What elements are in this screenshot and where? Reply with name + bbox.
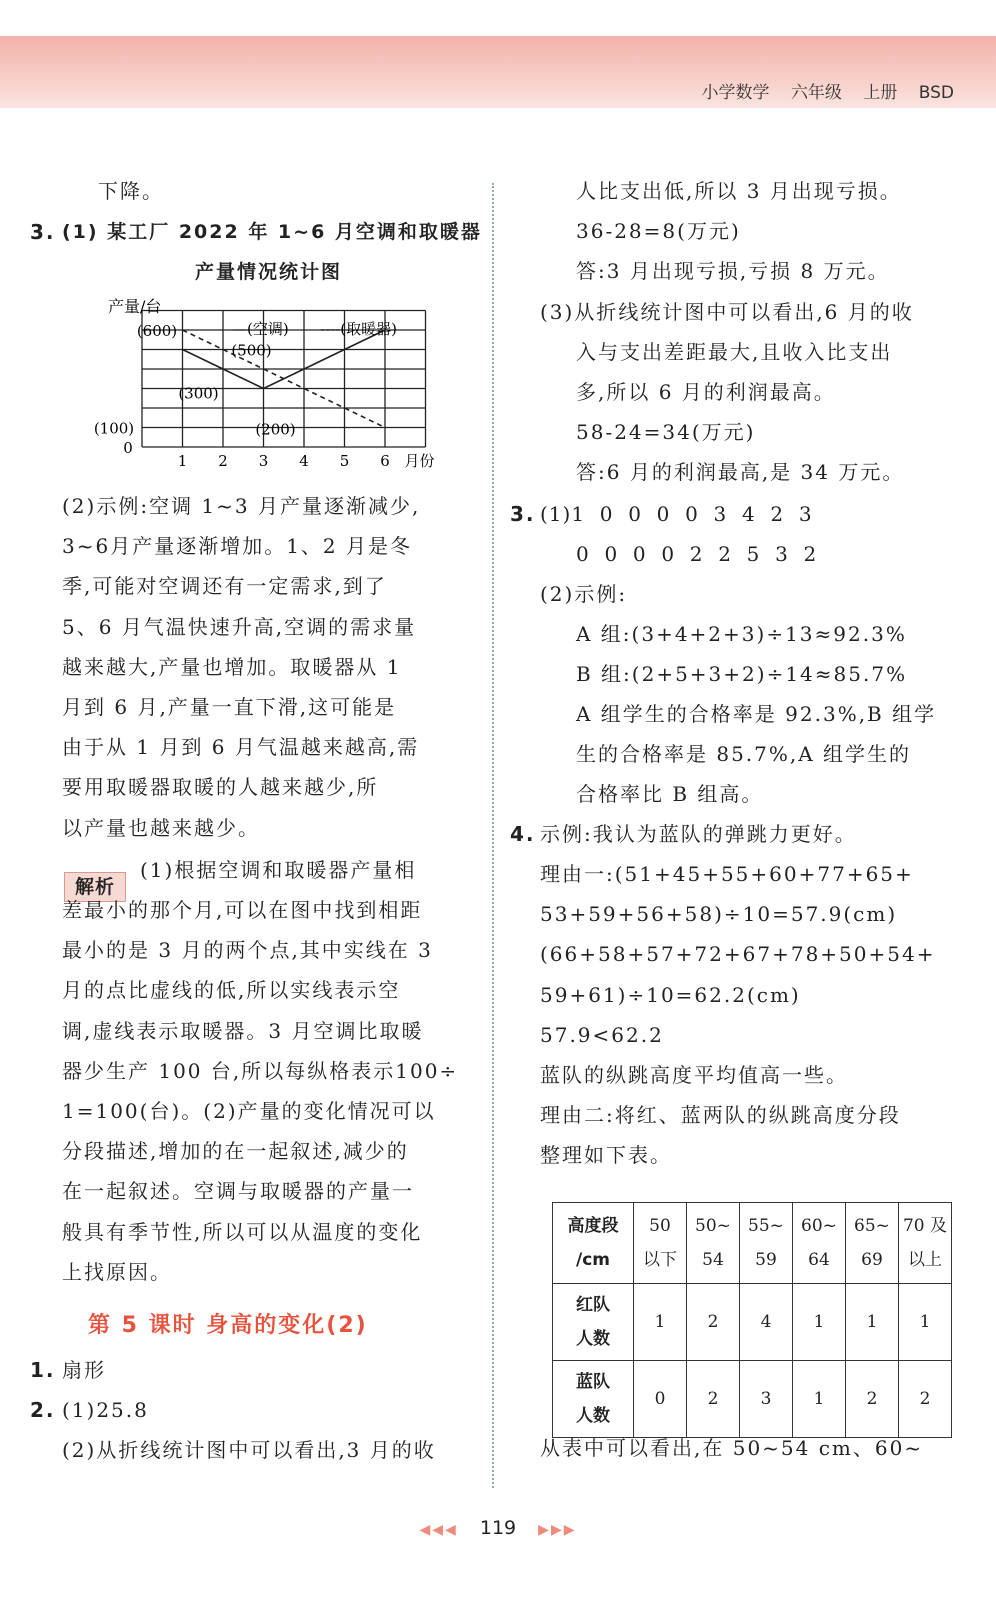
table-header-cell: 60~ 64 [793,1203,846,1284]
text-line: 分段描述,增加的在一起叙述,减少的 [62,1139,409,1164]
next-arrows-icon: ▶▶▶ [538,1522,577,1538]
table-cell: 2 [846,1361,899,1438]
text-line: (3)从折线统计图中可以看出,6 月的收 [540,299,914,324]
text-line: 越来越大,产量也增加。取暖器从 1 [62,654,402,679]
table-cell: 1 [793,1284,846,1361]
text-line: 理由一:(51+45+55+60+77+65+ [540,862,914,886]
header-subject: 小学数学 [701,83,770,103]
table-cell: 2 [687,1361,740,1438]
question-number: 3. [510,502,536,526]
answer-text: (2)从折线统计图中可以看出,3 月的收 [62,1438,436,1462]
data-row-1: (1)1 0 0 0 0 3 4 2 3 [540,502,813,526]
table-cell: 1 [846,1284,899,1361]
chart-title: (1) 某工厂 2022 年 1~6 月空调和取暖器 [62,221,482,243]
value-annotation: (200) [255,420,296,439]
text-line: 月到 6 月,产量一直下滑,这可能是 [62,695,397,719]
height-table [552,1202,952,1438]
text-line: 生的合格率是 85.7%,A 组学生的 [576,742,912,767]
question-number: 3. [30,220,56,244]
text-line: A 组学生的合格率是 92.3%,B 组学 [576,702,937,726]
text-line: 差最小的那个月,可以在图中找到相距 [62,898,423,922]
question-number: 4. [510,822,536,846]
text-line: 下降。 [98,179,164,203]
value-annotation: 0 [123,439,133,457]
text-line: 蓝队的纵跳高度平均值高一些。 [540,1063,848,1087]
data-row-2: 0 0 0 0 2 2 5 3 2 [576,542,818,566]
text-line: 季,可能对空调还有一定需求,到了 [62,574,387,599]
legend-aircon: —(空调) [232,320,289,338]
text-line: 合格率比 B 组高。 [576,782,764,807]
x-tick-label: 1 [177,452,188,470]
section-title: 第 5 课时 身高的变化(2) [88,1313,368,1338]
text-line: 整理如下表。 [540,1143,672,1168]
value-annotation: (100) [93,419,135,438]
table-header-row [553,1203,952,1284]
table-cell: 0 [634,1361,687,1438]
y-axis-label: 产量/台 [108,297,162,316]
table-header-cell: 65~ 69 [846,1203,899,1284]
analysis-tag: 解析 [64,872,126,902]
x-tick-label: 5 [339,452,350,470]
text-line: 理由二:将红、蓝两队的纵跳高度分段 [540,1103,901,1128]
text-line: 多,所以 6 月的利润最高。 [576,380,836,404]
text-line: (1)根据空调和取暖器产量相 [140,858,417,882]
table-header-cell: 70 及 以上 [899,1203,952,1284]
answer-text: A 组:(3+4+2+3)÷13≈92.3% [576,622,907,646]
table-header-cell: 50~ 54 [687,1203,740,1284]
series-line-aircon [183,330,386,389]
table-row-label: 红队 人数 [553,1284,634,1361]
text-line: 要用取暖器取暖的人越来越少,所 [62,775,379,800]
text-line: 答:6 月的利润最高,是 34 万元。 [576,460,905,485]
text-line: 调,虚线表示取暖器。3 月空调比取暖 [62,1018,424,1043]
page-number: 119 [479,1517,517,1539]
question-number: 1. [30,1358,56,1382]
table-cell: 2 [687,1284,740,1361]
column-divider [492,183,494,1488]
text-line: 36-28=8(万元) [576,219,741,244]
x-axis-label: 月份 [404,452,435,470]
text-line: 59+61)÷10=62.2(cm) [540,982,801,1007]
line-chart [80,292,480,487]
x-tick-label: 4 [299,452,309,470]
text-line: 般具有季节性,所以可以从温度的变化 [62,1219,423,1244]
header-grade: 六年级 [790,83,842,103]
table-row [553,1361,952,1438]
text-line: 上找原因。 [62,1259,172,1284]
text-line: 入与支出差距最大,且收入比支出 [576,339,893,364]
text-line: 3~6月产量逐渐增加。1、2 月是冬 [62,534,413,559]
text-line: 以产量也越来越少。 [62,815,260,840]
table-row [553,1284,952,1361]
page-footer [0,1517,996,1539]
table-row-label: 蓝队 人数 [553,1361,634,1438]
table-cell: 4 [740,1284,793,1361]
text-line: 人比支出低,所以 3 月出现亏损。 [576,179,902,203]
value-annotation: (300) [178,384,219,403]
text-line: 器少生产 100 台,所以每纵格表示100÷ [62,1058,459,1083]
chart-subtitle: 产量情况统计图 [195,261,343,283]
table-header-cell: 50 以下 [634,1203,687,1284]
header-info [686,78,954,103]
answer-text: (2)示例: [540,582,628,606]
table-cell: 1 [899,1284,952,1361]
x-tick-label: 6 [380,452,390,470]
table-header-cell: 高度段 /cm [553,1203,634,1284]
table-cell: 2 [899,1361,952,1438]
text-line: 5、6 月气温快速升高,空调的需求量 [62,614,417,639]
prev-arrows-icon: ◀◀◀ [419,1522,458,1538]
text-line: 1=100(台)。(2)产量的变化情况可以 [62,1099,436,1123]
text-line: (66+58+57+72+67+78+50+54+ [540,942,936,967]
table-cell: 1 [793,1361,846,1438]
text-line: 57.9<62.2 [540,1022,664,1047]
table-cell: 1 [634,1284,687,1361]
answer-text: 示例:我认为蓝队的弹跳力更好。 [540,822,857,846]
text-line: 58-24=34(万元) [576,420,756,445]
header-volume: 上册 [863,83,898,103]
text-line: 月的点比虚线的低,所以实线表示空 [62,978,401,1003]
table-header-cell: 55~ 59 [740,1203,793,1284]
text-line: 53+59+56+58)÷10=57.9(cm) [540,902,898,927]
question-number: 2. [30,1398,56,1422]
answer-text: 扇形 [62,1358,106,1382]
legend-heater: ----(取暖器) [320,320,397,338]
answer-text: 从表中可以看出,在 50~54 cm、60~ [540,1436,924,1460]
header-edition: BSD [918,83,954,103]
answer-text: B 组:(2+5+3+2)÷14≈85.7% [576,662,908,686]
text-line: 最小的是 3 月的两个点,其中实线在 3 [62,938,433,963]
table-cell: 3 [740,1361,793,1438]
text-line: (2)示例:空调 1~3 月产量逐渐减少, [62,494,421,518]
x-tick-label: 3 [258,452,269,470]
text-line: 答:3 月出现亏损,亏损 8 万元。 [576,259,890,284]
text-line: 由于从 1 月到 6 月气温越来越高,需 [62,735,420,760]
x-tick-label: 2 [218,452,228,470]
value-annotation: (500) [231,341,272,360]
text-line: 在一起叙述。空调与取暖器的产量一 [62,1179,414,1204]
value-annotation: (600) [136,322,178,340]
answer-text: (1)25.8 [62,1398,149,1422]
